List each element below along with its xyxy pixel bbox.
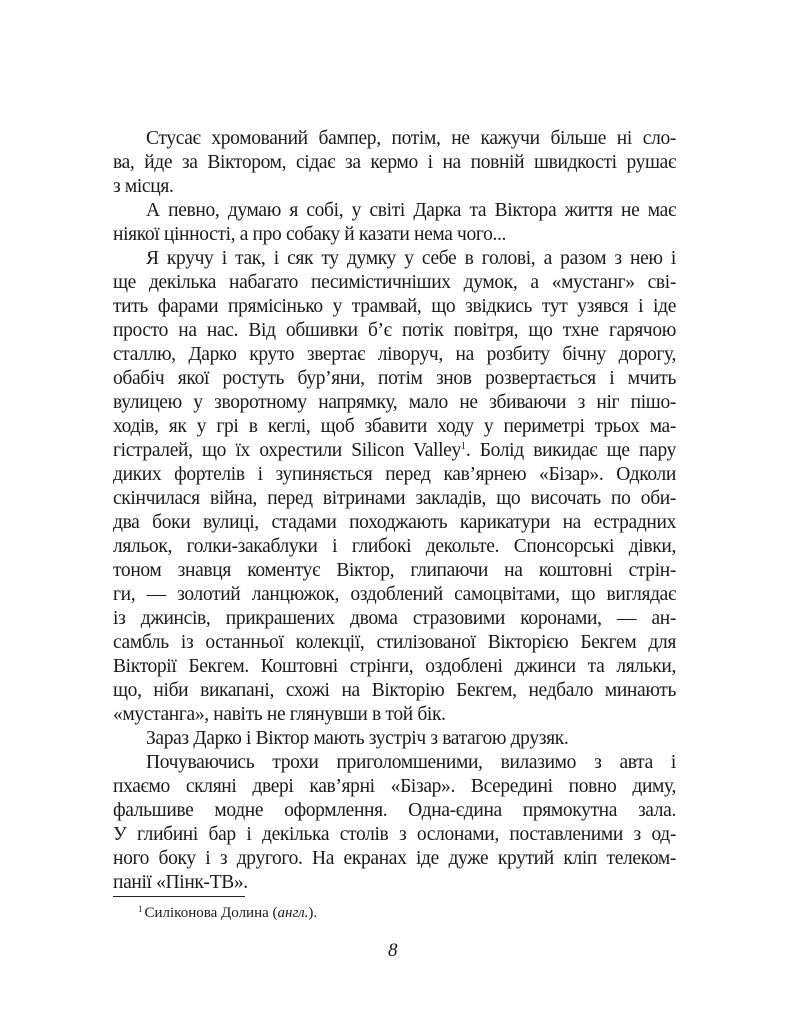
text-line xyxy=(113,295,676,319)
footnote-text-end: ). xyxy=(308,905,318,921)
text-line-content: ще декілька набагато песимістичніших думок, а «мустанг» сві- xyxy=(113,272,676,293)
text-line xyxy=(113,655,676,679)
footnote xyxy=(138,904,317,922)
text-line xyxy=(113,271,676,295)
text-line xyxy=(113,847,676,871)
text-line xyxy=(113,199,676,223)
text-line-content: скінчилася війна, перед вітринами закладів, що височать по оби- xyxy=(113,488,676,509)
text-line xyxy=(113,175,676,199)
text-line xyxy=(113,223,676,247)
text-line xyxy=(113,463,676,487)
text-line xyxy=(113,511,676,535)
text-line-content: ги, — золотий ланцюжок, оздоблений самоцвітами, що виглядає xyxy=(113,584,676,605)
text-line xyxy=(113,775,676,799)
text-line-content: ва, йде за Віктором, сідає за кермо і на повній швидкості рушає xyxy=(113,152,676,173)
text-line xyxy=(113,679,676,703)
text-line-content: сталлю, Дарко круто звертає ліворуч, на розбиту бічну дорогу, xyxy=(113,344,676,365)
text-line xyxy=(113,319,676,343)
text-line-content: з місця. xyxy=(113,176,174,197)
text-line xyxy=(113,343,676,367)
text-line-content: ніякої цінності, а про собаку й казати нема чого... xyxy=(113,224,507,245)
footnote-text: Силіконова Долина ( xyxy=(144,905,278,921)
text-line-content: «мустанга», навіть не глянувши в той бік. xyxy=(113,704,446,725)
text-line-content: . Болід викидає ще пару xyxy=(465,440,676,461)
text-line xyxy=(113,823,676,847)
text-line xyxy=(113,247,676,271)
text-line xyxy=(113,439,676,463)
page-number: 8 xyxy=(388,940,398,961)
text-line-content: У глибині бар і декілька столів з ослонами, поставленими з од- xyxy=(113,824,676,845)
text-line xyxy=(113,127,676,151)
text-line-content: панії «Пінк-ТВ». xyxy=(113,872,248,893)
text-line xyxy=(113,703,676,727)
footnote-italic: англ. xyxy=(277,905,309,921)
text-line xyxy=(113,367,676,391)
text-line-content: тить фарами прямісінько у трамвай, що звідкись тут узявся і іде xyxy=(113,296,676,317)
text-line xyxy=(113,391,676,415)
text-line-content: Стусає хромований бампер, потім, не кажучи більше ні сло- xyxy=(146,128,676,149)
text-line-content: вулицею у зворотному напрямку, мало не збиваючи з ніг пішо- xyxy=(113,392,676,413)
text-line-content: Вікторії Бекгем. Коштовні стрінги, оздоблені джинси та ляльки, xyxy=(113,656,676,677)
text-line xyxy=(113,799,676,823)
text-line-content: фальшиве модне оформлення. Одна-єдина прямокутна зала. xyxy=(113,800,676,821)
text-line-content: ходів, як у грі в кеглі, щоб збавити ходу у периметрі трьох ма- xyxy=(113,416,676,437)
text-line-content: Я кручу і так, і сяк ту думку у себе в голові, а разом з нею і xyxy=(146,248,676,269)
text-line-content: самбль із останньої колекції, стилізованої Вікторією Бекгем для xyxy=(113,632,676,653)
text-line-content: обабіч якої ростуть бур’яни, потім знов розвертається і мчить xyxy=(113,368,676,389)
text-line xyxy=(113,559,676,583)
text-line-content: ного боку і з другого. На екранах іде дуже крутий кліп телеком- xyxy=(113,848,676,869)
body-text xyxy=(113,127,676,895)
text-line xyxy=(113,631,676,655)
text-line-content: два боки вулиці, стадами походжають карикатури на естрадних xyxy=(113,512,676,533)
text-line xyxy=(113,727,676,751)
text-line-content: диких фортелів і зупиняється перед кав’ярнею «Бізар». Одколи xyxy=(113,464,676,485)
text-line-content: просто на нас. Від обшивки б’є потік повітря, що тхне гарячою xyxy=(113,320,676,341)
text-line-content: пхаємо скляні двері кав’ярні «Бізар». Всередині повно диму, xyxy=(113,776,676,797)
footnote-divider xyxy=(113,896,245,897)
footnote-reference: 1 xyxy=(460,441,466,452)
text-line-content: ляльок, голки-закаблуки і глибокі декольте. Спонсорські дівки, xyxy=(113,536,676,557)
text-line-content: гістралей, що їх охрестили Silicon Valley xyxy=(113,440,461,461)
text-line xyxy=(113,751,676,775)
text-line-content: із джинсів, прикрашених двома стразовими коронами, — ан- xyxy=(113,608,676,629)
text-line xyxy=(113,583,676,607)
text-line xyxy=(113,871,676,895)
text-line-content: Зараз Дарко і Віктор мають зустріч з ватагою друзяк. xyxy=(146,728,569,749)
text-line xyxy=(113,487,676,511)
text-line-content: тоном знавця коментує Віктор, глипаючи на коштовні стрін- xyxy=(113,560,676,581)
text-line-content: що, ніби викапані, схожі на Вікторію Бекгем, недбало минають xyxy=(113,680,676,701)
text-line xyxy=(113,415,676,439)
text-line xyxy=(113,607,676,631)
text-line-content: Почуваючись трохи приголомшеними, вилазимо з авта і xyxy=(146,752,676,773)
footnote-mark: 1 xyxy=(138,904,143,914)
text-line xyxy=(113,151,676,175)
text-line-content: А певно, думаю я собі, у світі Дарка та Віктора життя не має xyxy=(146,200,676,221)
text-line xyxy=(113,535,676,559)
